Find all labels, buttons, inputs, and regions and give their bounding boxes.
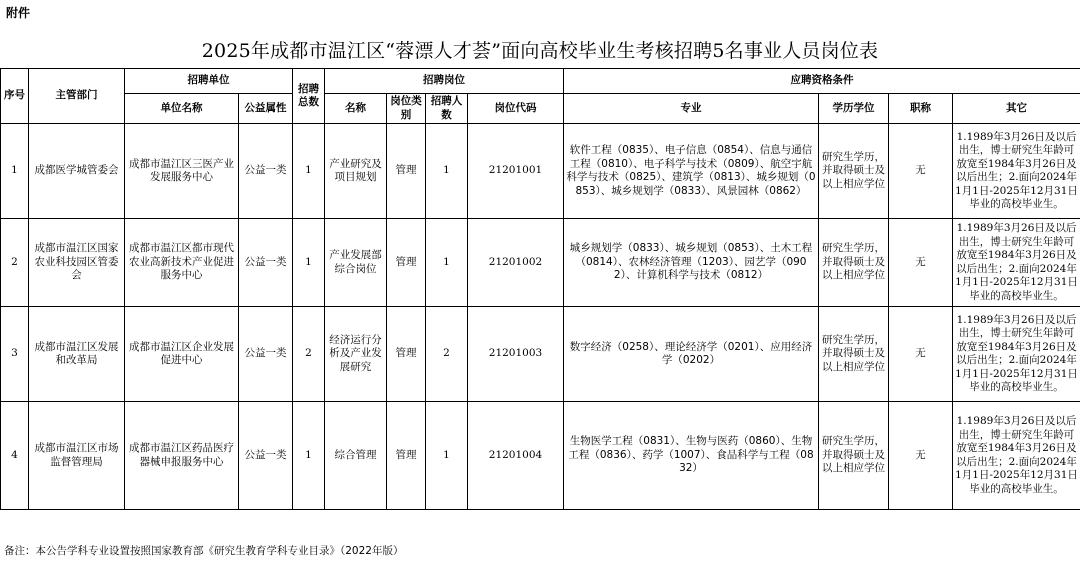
cell-total: 1 <box>293 219 325 307</box>
cell-total: 2 <box>293 307 325 402</box>
cell-unit-name: 成都市温江区都市现代农业高新技术产业促进服务中心 <box>125 219 239 307</box>
header-major: 专业 <box>564 94 819 124</box>
cell-other: 1.1989年3月26日及以后出生，博士研究生年龄可放宽至1984年3月26日及以后出生；2.面向2024年1月1日-2025年12月31日毕业的高校毕业生。 <box>953 402 1080 510</box>
cell-unit-attr: 公益一类 <box>239 124 293 219</box>
cell-major: 软件工程（0835）、电子信息（0854）、信息与通信工程（0810）、电子科学与技术（0809）、航空宇航科学与技术（0825）、建筑学（0813）、城乡规划（0853）、城乡规划学（0833）、风景园林（0862） <box>564 124 819 219</box>
cell-seq: 2 <box>1 219 29 307</box>
cell-total: 1 <box>293 124 325 219</box>
cell-post-name: 综合管理 <box>325 402 387 510</box>
cell-education: 研究生学历，并取得硕士及以上相应学位 <box>819 307 889 402</box>
header-total: 招聘总数 <box>293 69 325 124</box>
header-unit-group: 招聘单位 <box>125 69 293 94</box>
table-row <box>1 307 1080 402</box>
cell-dept: 成都市温江区市场监督管理局 <box>29 402 125 510</box>
header-post-code: 岗位代码 <box>468 94 564 124</box>
cell-post-name: 产业研究及项目规划 <box>325 124 387 219</box>
cell-title-rank: 无 <box>889 124 953 219</box>
cell-post-count: 2 <box>426 307 468 402</box>
table-row <box>1 124 1080 219</box>
cell-major: 城乡规划学（0833）、城乡规划（0853）、土木工程（0814）、农林经济管理（1203）、园艺学（0902）、计算机科学与技术（0812） <box>564 219 819 307</box>
cell-post-type: 管理 <box>387 124 426 219</box>
cell-dept: 成都医学城管委会 <box>29 124 125 219</box>
cell-other: 1.1989年3月26日及以后出生，博士研究生年龄可放宽至1984年3月26日及以后出生；2.面向2024年1月1日-2025年12月31日毕业的高校毕业生。 <box>953 219 1080 307</box>
cell-post-type: 管理 <box>387 307 426 402</box>
cell-post-code: 21201003 <box>468 307 564 402</box>
cell-post-code: 21201001 <box>468 124 564 219</box>
header-qual-group: 应聘资格条件 <box>564 69 1080 94</box>
header-post-name: 名称 <box>325 94 387 124</box>
header-education: 学历学位 <box>819 94 889 124</box>
cell-post-name: 经济运行分析及产业发展研究 <box>325 307 387 402</box>
cell-unit-attr: 公益一类 <box>239 219 293 307</box>
cell-dept: 成都市温江区发展和改革局 <box>29 307 125 402</box>
cell-post-code: 21201004 <box>468 402 564 510</box>
cell-title-rank: 无 <box>889 402 953 510</box>
header-dept: 主管部门 <box>29 69 125 124</box>
header-post-type: 岗位类别 <box>387 94 426 124</box>
cell-other: 1.1989年3月26日及以后出生，博士研究生年龄可放宽至1984年3月26日及以后出生；2.面向2024年1月1日-2025年12月31日毕业的高校毕业生。 <box>953 307 1080 402</box>
footnote: 备注：本公告学科专业设置按照国家教育部《研究生教育学科专业目录》（2022年版） <box>4 545 404 557</box>
table-row <box>1 219 1080 307</box>
attachment-label: 附件 <box>6 6 31 20</box>
cell-post-count: 1 <box>426 124 468 219</box>
cell-dept: 成都市温江区国家农业科技园区管委会 <box>29 219 125 307</box>
cell-education: 研究生学历，并取得硕士及以上相应学位 <box>819 124 889 219</box>
cell-seq: 3 <box>1 307 29 402</box>
cell-post-code: 21201002 <box>468 219 564 307</box>
cell-other: 1.1989年3月26日及以后出生，博士研究生年龄可放宽至1984年3月26日及以后出生；2.面向2024年1月1日-2025年12月31日毕业的高校毕业生。 <box>953 124 1080 219</box>
header-post-group: 招聘岗位 <box>325 69 564 94</box>
cell-education: 研究生学历，并取得硕士及以上相应学位 <box>819 219 889 307</box>
cell-title-rank: 无 <box>889 307 953 402</box>
table-row <box>1 402 1080 510</box>
header-row-1 <box>1 69 1080 94</box>
header-row-2 <box>1 94 1080 124</box>
cell-unit-name: 成都市温江区三医产业发展服务中心 <box>125 124 239 219</box>
cell-post-count: 1 <box>426 402 468 510</box>
cell-post-name: 产业发展部综合岗位 <box>325 219 387 307</box>
header-other: 其它 <box>953 94 1080 124</box>
header-unit-name: 单位名称 <box>125 94 239 124</box>
cell-post-type: 管理 <box>387 219 426 307</box>
cell-education: 研究生学历，并取得硕士及以上相应学位 <box>819 402 889 510</box>
cell-title-rank: 无 <box>889 219 953 307</box>
header-title-rank: 职称 <box>889 94 953 124</box>
positions-table <box>0 68 1080 510</box>
page-title: 2025年成都市温江区“蓉漂人才荟”面向高校毕业生考核招聘5名事业人员岗位表 <box>201 40 879 62</box>
cell-major: 生物医学工程（0831）、生物与医药（0860）、生物工程（0836）、药学（1007）、食品科学与工程（0832） <box>564 402 819 510</box>
cell-post-type: 管理 <box>387 402 426 510</box>
cell-unit-name: 成都市温江区药品医疗器械申报服务中心 <box>125 402 239 510</box>
cell-unit-attr: 公益一类 <box>239 402 293 510</box>
header-post-count: 招聘人数 <box>426 94 468 124</box>
cell-seq: 4 <box>1 402 29 510</box>
cell-major: 数字经济（0258）、理论经济学（0201）、应用经济学（0202） <box>564 307 819 402</box>
cell-post-count: 1 <box>426 219 468 307</box>
cell-unit-name: 成都市温江区企业发展促进中心 <box>125 307 239 402</box>
cell-seq: 1 <box>1 124 29 219</box>
cell-unit-attr: 公益一类 <box>239 307 293 402</box>
header-seq: 序号 <box>1 69 29 124</box>
cell-total: 1 <box>293 402 325 510</box>
header-unit-attr: 公益属性 <box>239 94 293 124</box>
